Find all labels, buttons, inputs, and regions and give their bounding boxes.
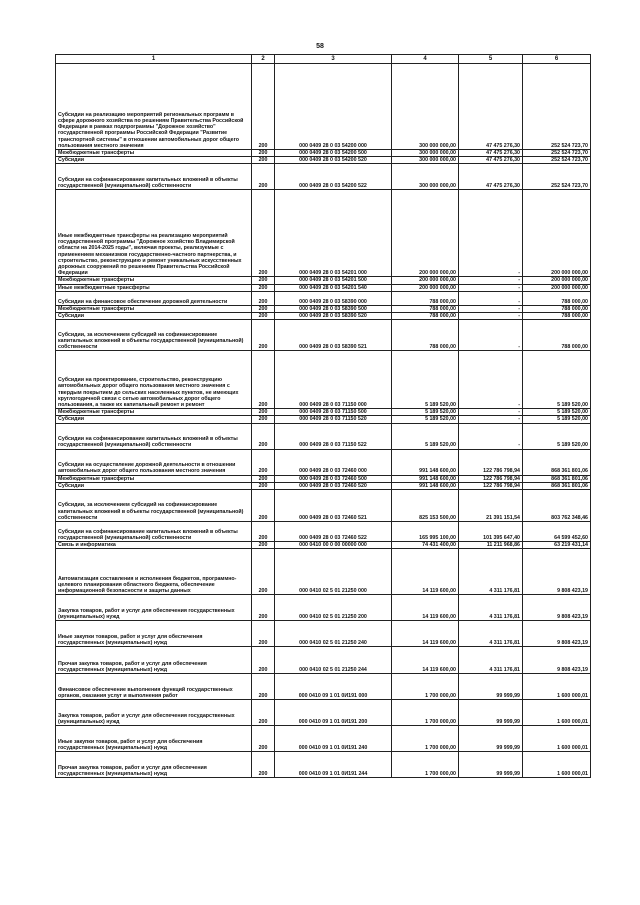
row-line-code: 200 — [252, 277, 275, 284]
column-header-5: 5 — [459, 55, 523, 64]
row-budget-code: 000 0409 28 0 03 58390 520 — [275, 313, 392, 320]
row-unexecuted-amount: 5 189 520,00 — [523, 409, 591, 416]
row-line-code: 200 — [252, 621, 275, 647]
row-executed-amount: - — [459, 284, 523, 291]
row-approved-amount: 991 148 600,00 — [392, 482, 459, 489]
row-budget-code: 000 0410 09 1 01 0И191 200 — [275, 700, 392, 726]
row-budget-code: 000 0409 28 0 03 71150 000 — [275, 351, 392, 409]
row-approved-amount: 788 000,00 — [392, 320, 459, 351]
row-unexecuted-amount: 1 600 000,01 — [523, 700, 591, 726]
row-approved-amount: 200 000 000,00 — [392, 284, 459, 291]
table-row — [56, 542, 591, 549]
row-description: Межбюджетные трансферты — [56, 305, 252, 312]
row-approved-amount: 788 000,00 — [392, 291, 459, 305]
row-unexecuted-amount: 868 361 801,06 — [523, 449, 591, 475]
table-row — [56, 490, 591, 522]
row-unexecuted-amount: 1 600 000,01 — [523, 726, 591, 752]
table-row — [56, 647, 591, 674]
row-budget-code: 000 0409 28 0 03 72460 521 — [275, 490, 392, 522]
table-row — [56, 150, 591, 157]
row-executed-amount: - — [459, 190, 523, 277]
table-row — [56, 595, 591, 621]
row-executed-amount: 47 475 276,30 — [459, 164, 523, 190]
row-line-code: 200 — [252, 542, 275, 549]
table-row — [56, 305, 591, 312]
row-line-code: 200 — [252, 700, 275, 726]
row-executed-amount: 4 311 176,81 — [459, 549, 523, 595]
table-row — [56, 64, 591, 150]
row-line-code: 200 — [252, 150, 275, 157]
row-description: Субсидии на финансовое обеспечение дорожной деятельности — [56, 291, 252, 305]
row-budget-code: 000 0409 28 0 03 58390 000 — [275, 291, 392, 305]
table-header-row — [56, 55, 591, 64]
row-unexecuted-amount: 1 600 000,01 — [523, 752, 591, 778]
row-budget-code: 000 0409 28 0 03 72460 522 — [275, 522, 392, 542]
row-budget-code: 000 0409 28 0 03 58390 500 — [275, 305, 392, 312]
row-approved-amount: 5 189 520,00 — [392, 351, 459, 409]
row-unexecuted-amount: 9 808 423,19 — [523, 647, 591, 674]
row-unexecuted-amount: 252 524 723,70 — [523, 64, 591, 150]
table-row — [56, 190, 591, 277]
table-row — [56, 320, 591, 351]
row-description: Межбюджетные трансферты — [56, 150, 252, 157]
row-approved-amount: 165 995 100,00 — [392, 522, 459, 542]
row-description: Межбюджетные трансферты — [56, 277, 252, 284]
row-executed-amount: 122 786 798,94 — [459, 482, 523, 489]
row-budget-code: 000 0409 28 0 03 54200 520 — [275, 157, 392, 164]
row-line-code: 200 — [252, 284, 275, 291]
row-executed-amount: 4 311 176,81 — [459, 621, 523, 647]
row-approved-amount: 300 000 000,00 — [392, 164, 459, 190]
row-approved-amount: 1 700 000,00 — [392, 726, 459, 752]
table-row — [56, 284, 591, 291]
table-row — [56, 674, 591, 700]
row-approved-amount: 300 000 000,00 — [392, 150, 459, 157]
row-description: Межбюджетные трансферты — [56, 475, 252, 482]
table-row — [56, 449, 591, 475]
row-budget-code: 000 0409 28 0 03 72460 000 — [275, 449, 392, 475]
table-row — [56, 409, 591, 416]
row-approved-amount: 991 148 600,00 — [392, 475, 459, 482]
row-budget-code: 000 0410 00 0 00 00000 000 — [275, 542, 392, 549]
row-budget-code: 000 0409 28 0 03 54200 522 — [275, 164, 392, 190]
row-line-code: 200 — [252, 595, 275, 621]
table-row — [56, 157, 591, 164]
row-description: Субсидии на софинансирование капитальных вложений в объекты государственной (муниципальной) собственности — [56, 164, 252, 190]
row-line-code: 200 — [252, 190, 275, 277]
row-executed-amount: 47 475 276,30 — [459, 150, 523, 157]
row-unexecuted-amount: 9 808 423,19 — [523, 549, 591, 595]
row-executed-amount: - — [459, 351, 523, 409]
row-unexecuted-amount: 868 361 801,06 — [523, 475, 591, 482]
column-header-1: 1 — [56, 55, 252, 64]
table-row — [56, 752, 591, 778]
row-approved-amount: 1 700 000,00 — [392, 752, 459, 778]
row-approved-amount: 1 700 000,00 — [392, 700, 459, 726]
row-unexecuted-amount: 803 762 348,46 — [523, 490, 591, 522]
row-line-code: 200 — [252, 449, 275, 475]
budget-execution-table — [55, 54, 591, 778]
row-budget-code: 000 0410 09 1 01 0И191 000 — [275, 674, 392, 700]
row-unexecuted-amount: 252 524 723,70 — [523, 150, 591, 157]
row-approved-amount: 788 000,00 — [392, 305, 459, 312]
row-budget-code: 000 0409 28 0 03 71150 520 — [275, 416, 392, 423]
row-executed-amount: 21 391 151,54 — [459, 490, 523, 522]
row-unexecuted-amount: 788 000,00 — [523, 291, 591, 305]
row-approved-amount: 300 000 000,00 — [392, 157, 459, 164]
row-unexecuted-amount: 9 808 423,19 — [523, 621, 591, 647]
row-approved-amount: 5 189 520,00 — [392, 416, 459, 423]
row-executed-amount: - — [459, 277, 523, 284]
table-row — [56, 351, 591, 409]
row-executed-amount: 47 475 276,30 — [459, 157, 523, 164]
row-line-code: 200 — [252, 647, 275, 674]
row-line-code: 200 — [252, 674, 275, 700]
row-unexecuted-amount: 1 600 000,01 — [523, 674, 591, 700]
row-executed-amount: 99 999,99 — [459, 674, 523, 700]
table-row — [56, 416, 591, 423]
row-budget-code: 000 0409 28 0 03 72460 520 — [275, 482, 392, 489]
row-description: Субсидии, за исключением субсидий на софинансирование капитальных вложений в объекты государственной (муниципальной) собственности — [56, 320, 252, 351]
row-executed-amount: 4 311 176,81 — [459, 595, 523, 621]
row-unexecuted-amount: 252 524 723,70 — [523, 164, 591, 190]
row-description: Субсидии на реализацию мероприятий региональных программ в сфере дорожного хозяйства по решениям Правительства Российской Федерации в рамках подпрограммы "Дорожное хозяйство" государственной программы Российской Федерации "Развитие транспортной системы" в отношении автомобильных дорог общего пользования местного значения — [56, 64, 252, 150]
row-description: Автоматизация составления и исполнения бюджетов, программно-целевого планирования областного бюджета, обеспечение информационной безопасности и защиты данных — [56, 549, 252, 595]
row-description: Субсидии — [56, 313, 252, 320]
row-line-code: 200 — [252, 409, 275, 416]
table-body — [56, 64, 591, 778]
row-description: Иные межбюджетные трансферты на реализацию мероприятий государственной программы "Дорожное хозяйство Владимирской области на 2014-2025 годы", включая проекты, реализуемые с применением механизмов государственно-частного партнерства, и строительство, реконструкцию и ремонт уникальных искусственных дорожных сооружений по решениям Правительства Российской Федерации — [56, 190, 252, 277]
row-line-code: 200 — [252, 416, 275, 423]
row-unexecuted-amount: 788 000,00 — [523, 320, 591, 351]
row-description: Иные закупки товаров, работ и услуг для обеспечения государственных (муниципальных) нужд — [56, 726, 252, 752]
row-executed-amount: 99 999,99 — [459, 700, 523, 726]
table-row — [56, 291, 591, 305]
row-executed-amount: - — [459, 416, 523, 423]
row-budget-code: 000 0409 28 0 03 54201 540 — [275, 284, 392, 291]
table-row — [56, 522, 591, 542]
row-budget-code: 000 0410 02 5 01 21250 244 — [275, 647, 392, 674]
table-row — [56, 423, 591, 449]
row-line-code: 200 — [252, 752, 275, 778]
row-executed-amount: - — [459, 291, 523, 305]
row-executed-amount: - — [459, 305, 523, 312]
row-unexecuted-amount: 63 219 431,14 — [523, 542, 591, 549]
row-unexecuted-amount: 5 189 520,00 — [523, 423, 591, 449]
row-executed-amount: - — [459, 320, 523, 351]
row-executed-amount: 101 395 647,40 — [459, 522, 523, 542]
row-approved-amount: 200 000 000,00 — [392, 190, 459, 277]
table-row — [56, 726, 591, 752]
row-unexecuted-amount: 5 189 520,00 — [523, 351, 591, 409]
column-header-4: 4 — [392, 55, 459, 64]
page-number: 58 — [316, 43, 324, 50]
row-description: Финансовое обеспечение выполнения функций государственных органов, оказания услуг и выполнения работ — [56, 674, 252, 700]
row-description: Субсидии — [56, 157, 252, 164]
row-line-code: 200 — [252, 320, 275, 351]
row-line-code: 200 — [252, 522, 275, 542]
row-description: Связь и информатика — [56, 542, 252, 549]
row-description: Субсидии — [56, 482, 252, 489]
row-approved-amount: 788 000,00 — [392, 313, 459, 320]
row-description: Прочая закупка товаров, работ и услуг для обеспечения государственных (муниципальных) нужд — [56, 752, 252, 778]
row-executed-amount: 122 786 798,94 — [459, 475, 523, 482]
row-description: Субсидии на проектирование, строительство, реконструкцию автомобильных дорог общего пользования местного значения с твердым покрытием до сельских населенных пунктов, не имеющих круглогодичной связи с сетью автомобильных дорог общего пользования, а также их капитальный ремонт и ремонт — [56, 351, 252, 409]
row-budget-code: 000 0409 28 0 03 71150 500 — [275, 409, 392, 416]
row-line-code: 200 — [252, 351, 275, 409]
row-executed-amount: 11 211 968,86 — [459, 542, 523, 549]
row-executed-amount: 122 786 798,94 — [459, 449, 523, 475]
row-approved-amount: 14 119 600,00 — [392, 549, 459, 595]
row-approved-amount: 1 700 000,00 — [392, 674, 459, 700]
row-approved-amount: 5 189 520,00 — [392, 409, 459, 416]
table-row — [56, 313, 591, 320]
row-line-code: 200 — [252, 313, 275, 320]
row-line-code: 200 — [252, 490, 275, 522]
row-budget-code: 000 0410 09 1 01 0И191 244 — [275, 752, 392, 778]
row-budget-code: 000 0409 28 0 03 72460 500 — [275, 475, 392, 482]
row-executed-amount: - — [459, 409, 523, 416]
row-line-code: 200 — [252, 64, 275, 150]
row-budget-code: 000 0409 28 0 03 54200 000 — [275, 64, 392, 150]
table-row — [56, 164, 591, 190]
row-line-code: 200 — [252, 423, 275, 449]
row-approved-amount: 74 431 400,00 — [392, 542, 459, 549]
row-budget-code: 000 0410 02 5 01 21250 240 — [275, 621, 392, 647]
row-line-code: 200 — [252, 475, 275, 482]
row-budget-code: 000 0410 09 1 01 0И191 240 — [275, 726, 392, 752]
row-budget-code: 000 0409 28 0 03 58390 521 — [275, 320, 392, 351]
row-description: Субсидии — [56, 416, 252, 423]
row-approved-amount: 14 119 600,00 — [392, 595, 459, 621]
row-approved-amount: 14 119 600,00 — [392, 647, 459, 674]
row-description: Субсидии на софинансирование капитальных вложений в объекты государственной (муниципальной) собственности — [56, 423, 252, 449]
row-unexecuted-amount: 252 524 723,70 — [523, 157, 591, 164]
row-executed-amount: 99 999,99 — [459, 752, 523, 778]
row-budget-code: 000 0409 28 0 03 71150 522 — [275, 423, 392, 449]
row-unexecuted-amount: 9 808 423,19 — [523, 595, 591, 621]
row-approved-amount: 825 153 500,00 — [392, 490, 459, 522]
row-description: Межбюджетные трансферты — [56, 409, 252, 416]
row-approved-amount: 5 189 520,00 — [392, 423, 459, 449]
row-budget-code: 000 0410 02 5 01 21250 000 — [275, 549, 392, 595]
table-row — [56, 621, 591, 647]
row-executed-amount: - — [459, 423, 523, 449]
row-executed-amount: 99 999,99 — [459, 726, 523, 752]
row-line-code: 200 — [252, 164, 275, 190]
row-unexecuted-amount: 5 189 520,00 — [523, 416, 591, 423]
column-header-3: 3 — [275, 55, 392, 64]
row-approved-amount: 300 000 000,00 — [392, 64, 459, 150]
row-line-code: 200 — [252, 157, 275, 164]
row-description: Закупка товаров, работ и услуг для обеспечения государственных (муниципальных) нужд — [56, 595, 252, 621]
row-budget-code: 000 0409 28 0 03 54201 000 — [275, 190, 392, 277]
row-unexecuted-amount: 788 000,00 — [523, 313, 591, 320]
row-approved-amount: 14 119 600,00 — [392, 621, 459, 647]
table-row — [56, 277, 591, 284]
column-header-2: 2 — [252, 55, 275, 64]
row-description: Субсидии на осуществление дорожной деятельности в отношении автомобильных дорог общего пользования местного значения — [56, 449, 252, 475]
row-unexecuted-amount: 64 599 452,60 — [523, 522, 591, 542]
row-unexecuted-amount: 788 000,00 — [523, 305, 591, 312]
row-description: Иные закупки товаров, работ и услуг для обеспечения государственных (муниципальных) нужд — [56, 621, 252, 647]
row-approved-amount: 991 148 600,00 — [392, 449, 459, 475]
row-approved-amount: 200 000 000,00 — [392, 277, 459, 284]
row-budget-code: 000 0409 28 0 03 54201 500 — [275, 277, 392, 284]
table-row — [56, 475, 591, 482]
row-unexecuted-amount: 200 000 000,00 — [523, 277, 591, 284]
row-executed-amount: 4 311 176,81 — [459, 647, 523, 674]
row-unexecuted-amount: 868 361 801,06 — [523, 482, 591, 489]
row-line-code: 200 — [252, 726, 275, 752]
row-line-code: 200 — [252, 549, 275, 595]
row-description: Прочая закупка товаров, работ и услуг для обеспечения государственных (муниципальных) нужд — [56, 647, 252, 674]
row-unexecuted-amount: 200 000 000,00 — [523, 284, 591, 291]
row-description: Иные межбюджетные трансферты — [56, 284, 252, 291]
row-budget-code: 000 0409 28 0 03 54200 500 — [275, 150, 392, 157]
row-line-code: 200 — [252, 305, 275, 312]
row-budget-code: 000 0410 02 5 01 21250 200 — [275, 595, 392, 621]
table-row — [56, 482, 591, 489]
row-executed-amount: 47 475 276,30 — [459, 64, 523, 150]
row-line-code: 200 — [252, 482, 275, 489]
table-row — [56, 700, 591, 726]
row-unexecuted-amount: 200 000 000,00 — [523, 190, 591, 277]
row-executed-amount: - — [459, 313, 523, 320]
row-description: Субсидии, за исключением субсидий на софинансирование капитальных вложений в объекты государственной (муниципальной) собственности — [56, 490, 252, 522]
row-description: Субсидии на софинансирование капитальных вложений в объекты государственной (муниципальной) собственности — [56, 522, 252, 542]
row-description: Закупка товаров, работ и услуг для обеспечения государственных (муниципальных) нужд — [56, 700, 252, 726]
table-row — [56, 549, 591, 595]
row-line-code: 200 — [252, 291, 275, 305]
column-header-6: 6 — [523, 55, 591, 64]
